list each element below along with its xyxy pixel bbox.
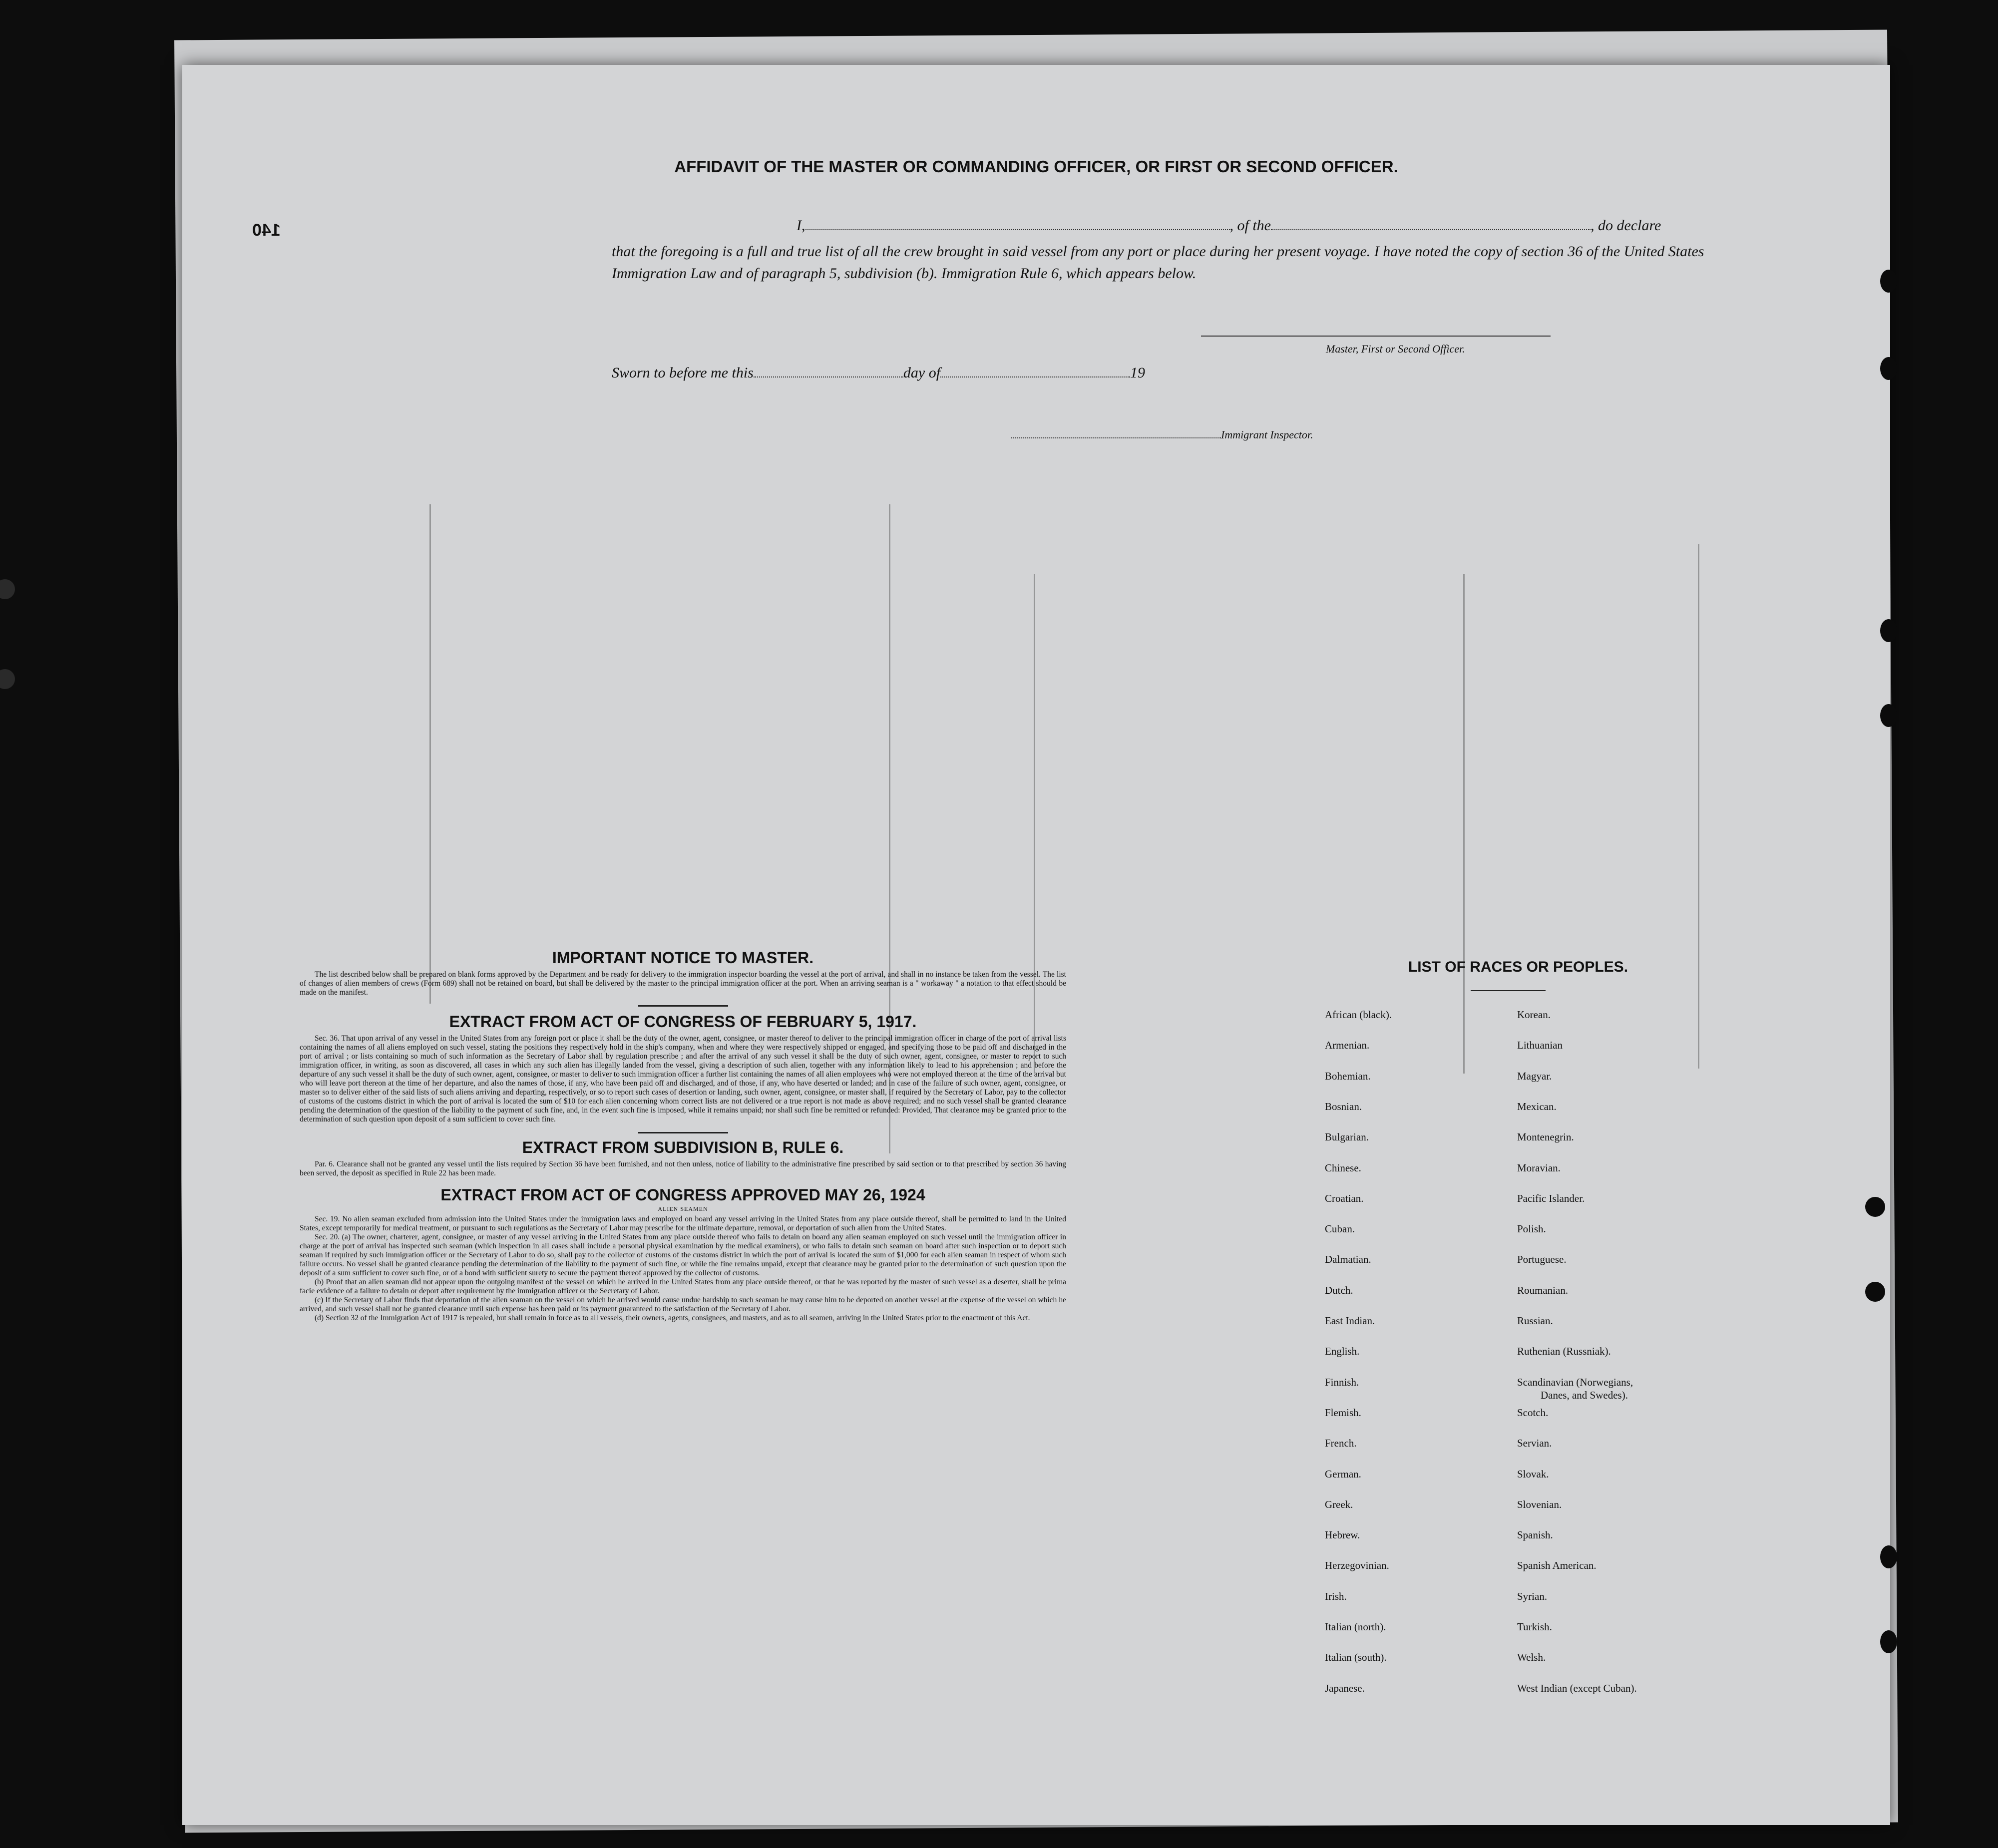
sworn-day-of-label: day of [903,365,941,381]
race-item: Ruthenian (Russniak). [1517,1345,1611,1358]
extract-rule6-title: EXTRACT FROM SUBDIVISION B, RULE 6. [522,1138,844,1156]
inspector-label: Immigrant Inspector. [1221,428,1313,441]
extract-1924-sec20c: (c) If the Secretary of Labor finds that deportation of the alien seaman on the vessel on which he arrived would cause undue hardship to such seaman he may cause him to be deported on another vessel at the expense of the vessel on which he arrived, and such vessel shall not be granted clearance until such expense has been paid or its payment guaranteed to the satisfaction of the Secretary of Labor. [300,1296,1066,1313]
vessel-name-blank [1271,229,1591,230]
race-item: German. [1325,1468,1361,1480]
signature-label: Master, First or Second Officer. [1326,343,1465,355]
race-item: Chinese. [1325,1161,1361,1174]
binding-hole [0,669,15,689]
sworn-day-blank [754,376,903,377]
extract-1917-text: Sec. 36. That upon arrival of any vessel in the United States from any foreign port or place it shall be the duty of the owner, agent, consignee, or master thereof to deliver to the principal immigration officer in charge of the port of arrival lists containing the names of all aliens employed on such vessel, stating the positions they respectively hold in the ship's company, when and where they were respectively shipped or engaged, and specifying those to be paid off and discharged in the port of arrival ; or lists containing so much of such information as the Secretary of Labor shall by regulation prescribe ; and after the arrival of any such vessel it shall be the duty of such owner, agent, consignee, or master to report to such immigration officer, in writing, as soon as discovered, all cases in which any such alien has illegally landed from the vessel, giving a description of such alien, together with any information likely to lead to his apprehension ; and before the departure of any such vessel it shall be the duty of such owner, agent, consignee, or master to deliver to such immigration officer a further list containing the names of all alien employees who were not employed thereon at the time of the arrival but who will leave port thereon at the time of her departure, and also the names of those, if any, who have been paid off and discharged, and of those, if any, who have deserted or landed; and in case of the failure of such owner, agent, consignee, or master so to deliver either of the said lists of such aliens arriving and departing, respectively, or so to report such cases of desertion or landing, such owner, agent, consignee, or master shall, if required by the Secretary of Labor, pay to the collector of customs of the customs district in which the port of arrival is located the sum of $10 for each alien concerning whom correct lists are not delivered or a true report is not made as above required; and no such vessel shall be granted clearance pending the determination of the question of the liability to the payment of such fine, and, in the event such fine is imposed, while it remains unpaid; nor shall such fine be remitted or refunded: Provided, That clearance may be granted prior to the determination of such question upon deposit of a sum sufficient to cover such fine. [300,1034,1066,1123]
races-divider [1471,990,1546,991]
race-item: Dutch. [1325,1284,1353,1296]
race-item: African (black). [1325,1009,1392,1021]
sworn-month-blank [940,376,1130,377]
inspector-line [1011,428,1313,441]
sworn-line [612,365,1145,381]
extract-1924-title: EXTRACT FROM ACT OF CONGRESS APPROVED MAY 26, 1924 [440,1186,925,1204]
punch-hole [1865,1282,1885,1302]
binding-hole [0,579,15,599]
affidavit-of-the-label: , of the [1229,217,1271,234]
extract-1924-subtitle: ALIEN SEAMEN [658,1205,708,1212]
punch-hole [1880,270,1897,293]
affidavit-i-label: I, [797,217,805,234]
master-name-blank [805,229,1230,230]
punch-hole [1880,704,1897,727]
races-title: LIST OF RACES OR PEOPLES. [1408,959,1628,975]
extract-1924-sec20b: (b) Proof that an alien seaman did not appear upon the outgoing manifest of the vessel on which he arrived in the United States from any place outside thereof, or that he was reported by the master of such vessel as a deserter, shall be prima facie evidence of a failure to detain or deport after requirement by the immigration officer or the Secretary of Labor. [300,1278,1066,1295]
affidavit-body-text: that the foregoing is a full and true list of all the crew brought in said vessel from any port or place during her present voyage. I have noted the copy of section 36 of the United States Immigration Law and of paragraph 5, subdivision (b). Immigration Rule 6, which appears below. [612,243,1704,282]
race-item: Scotch. [1517,1406,1549,1419]
punch-hole [1865,1197,1885,1217]
affidavit-declare-label: , do declare [1591,217,1661,234]
race-item: Italian (south). [1325,1651,1387,1664]
race-item: Danes, and Swedes). [1541,1389,1628,1401]
manifest-page [182,65,1890,1825]
race-item: West Indian (except Cuban). [1517,1682,1637,1694]
race-item: Slovak. [1517,1468,1549,1480]
race-item: Bulgarian. [1325,1131,1369,1143]
race-item: Lithuanian [1517,1039,1563,1052]
race-item: Russian. [1517,1315,1553,1327]
race-item: Spanish. [1517,1529,1553,1541]
race-item: Mexican. [1517,1100,1557,1112]
sworn-year-label: 19 [1130,365,1146,381]
extract-1924-sec19: Sec. 19. No alien seaman excluded from admission into the United States under the immigration laws and employed on board any vessel arriving in the United States from any place outside thereof, shall be permitted to land in the United States, except temporarily for medical treatment, or pursuant to such regulations as the Secretary of Labor may prescribe for the ultimate departure, removal, or deportation of such alien from the United States. [300,1215,1066,1232]
race-item: Magyar. [1517,1070,1552,1082]
section-divider [638,1132,728,1133]
sworn-label: Sworn to before me this [612,365,754,381]
race-item: Dalmatian. [1325,1253,1371,1266]
extract-rule6-text: Par. 6. Clearance shall not be granted any vessel until the lists required by Section 36 have been furnished, and not then unless, notice of liability to the administrative fine prescribed by said section or to that prescribed by section 36 having been served, the deposit as specified in Rule 22 has been made. [300,1160,1066,1177]
race-item: Welsh. [1517,1651,1546,1664]
race-item: East Indian. [1325,1315,1375,1327]
bleed-through-rule [1463,574,1465,1074]
race-item: Hebrew. [1325,1529,1360,1541]
race-item: Montenegrin. [1517,1131,1574,1143]
affidavit-declaration-line [612,215,1720,237]
race-item: Greek. [1325,1498,1353,1510]
race-item: Slovenian. [1517,1498,1562,1510]
race-item: Syrian. [1517,1590,1548,1602]
race-item: Italian (north). [1325,1621,1386,1633]
punch-hole [1880,1630,1897,1653]
race-item: Japanese. [1325,1682,1365,1694]
race-item: Pacific Islander. [1517,1192,1585,1204]
extract-1924-sec20a: Sec. 20. (a) The owner, charterer, agent, consignee, or master of any vessel arriving in the United States from any place outside thereof who fails to detain on board any alien seaman employed on such vessel until the immigration officer in charge at the port of arrival has inspected such seaman (which inspection in all cases shall include a personal physical examination by the medical examiners), or who fails to detain such seaman on board after such inspection or to deport such seaman if required by such immigration officer or the Secretary of Labor to do so, shall pay to the collector of customs of the customs district in which the port of arrival is located the sum of $1,000 for each alien seaman in respect of whom such failure occurs. No vessel shall be granted clearance pending the determination of the liability to the payment of such fine, or while the fine remains unpaid, except that clearance may be granted prior to the determination of such question upon the deposit of a sum sufficient to cover such fine, or of a bond with sufficient surety to secure the payment thereof approved by the collector of customs. [300,1233,1066,1277]
section-divider [638,1005,728,1007]
race-item: Roumanian. [1517,1284,1569,1296]
race-item: Herzegovinian. [1325,1559,1389,1572]
extract-1917-title: EXTRACT FROM ACT OF CONGRESS OF FEBRUARY 5, 1917. [449,1013,917,1031]
race-item: Korean. [1517,1009,1551,1021]
race-item: English. [1325,1345,1360,1358]
race-item: Bohemian. [1325,1070,1371,1082]
legal-notices [300,949,1066,1323]
race-item: Turkish. [1517,1621,1552,1633]
race-item: Croatian. [1325,1192,1364,1204]
race-item: Servian. [1517,1437,1552,1450]
affidavit-text [612,215,1720,285]
notice-title: IMPORTANT NOTICE TO MASTER. [552,949,814,967]
punch-hole [1880,357,1897,380]
race-item: Cuban. [1325,1223,1355,1235]
inspector-signature-blank [1011,437,1221,438]
bleed-through-rule [1698,544,1699,1069]
race-item: Finnish. [1325,1376,1359,1388]
race-item: Moravian. [1517,1161,1561,1174]
race-item: Bosnian. [1325,1100,1362,1112]
race-item: Spanish American. [1517,1559,1597,1572]
margin-page-number: 140 [252,221,281,240]
extract-1924-sec20d: (d) Section 32 of the Immigration Act of 1917 is repealed, but shall remain in force as to all vessels, their owners, agents, consignees, and masters, and as to all seamen, arriving in the United States prior to the enactment of this Act. [315,1314,1030,1322]
affidavit-title: AFFIDAVIT OF THE MASTER OR COMMANDING OFFICER, OR FIRST OR SECOND OFFICER. [674,157,1398,176]
race-item: Portuguese. [1517,1253,1567,1266]
race-item: Polish. [1517,1223,1546,1235]
race-item: Irish. [1325,1590,1347,1602]
notice-text: The list described below shall be prepared on blank forms approved by the Department and be ready for delivery to the immigration inspector boarding the vessel at the port of arrival, and shall in no instance be taken from the vessel. The list of changes of alien members of crews (Form 689) shall not be retained on board, but shall be delivered by the master to the principal immigration officer at the port. When an arriving seaman is a " workaway " a notation to that effect should be made on the manifest. [300,970,1066,997]
race-item: Armenian. [1325,1039,1370,1052]
signature-line [1201,336,1551,337]
punch-hole [1880,1545,1897,1568]
race-item: Flemish. [1325,1406,1361,1419]
race-item: Scandinavian (Norwegians, [1517,1376,1633,1388]
punch-hole [1880,619,1897,642]
bleed-through-rule [429,504,431,1004]
race-item: French. [1325,1437,1357,1450]
